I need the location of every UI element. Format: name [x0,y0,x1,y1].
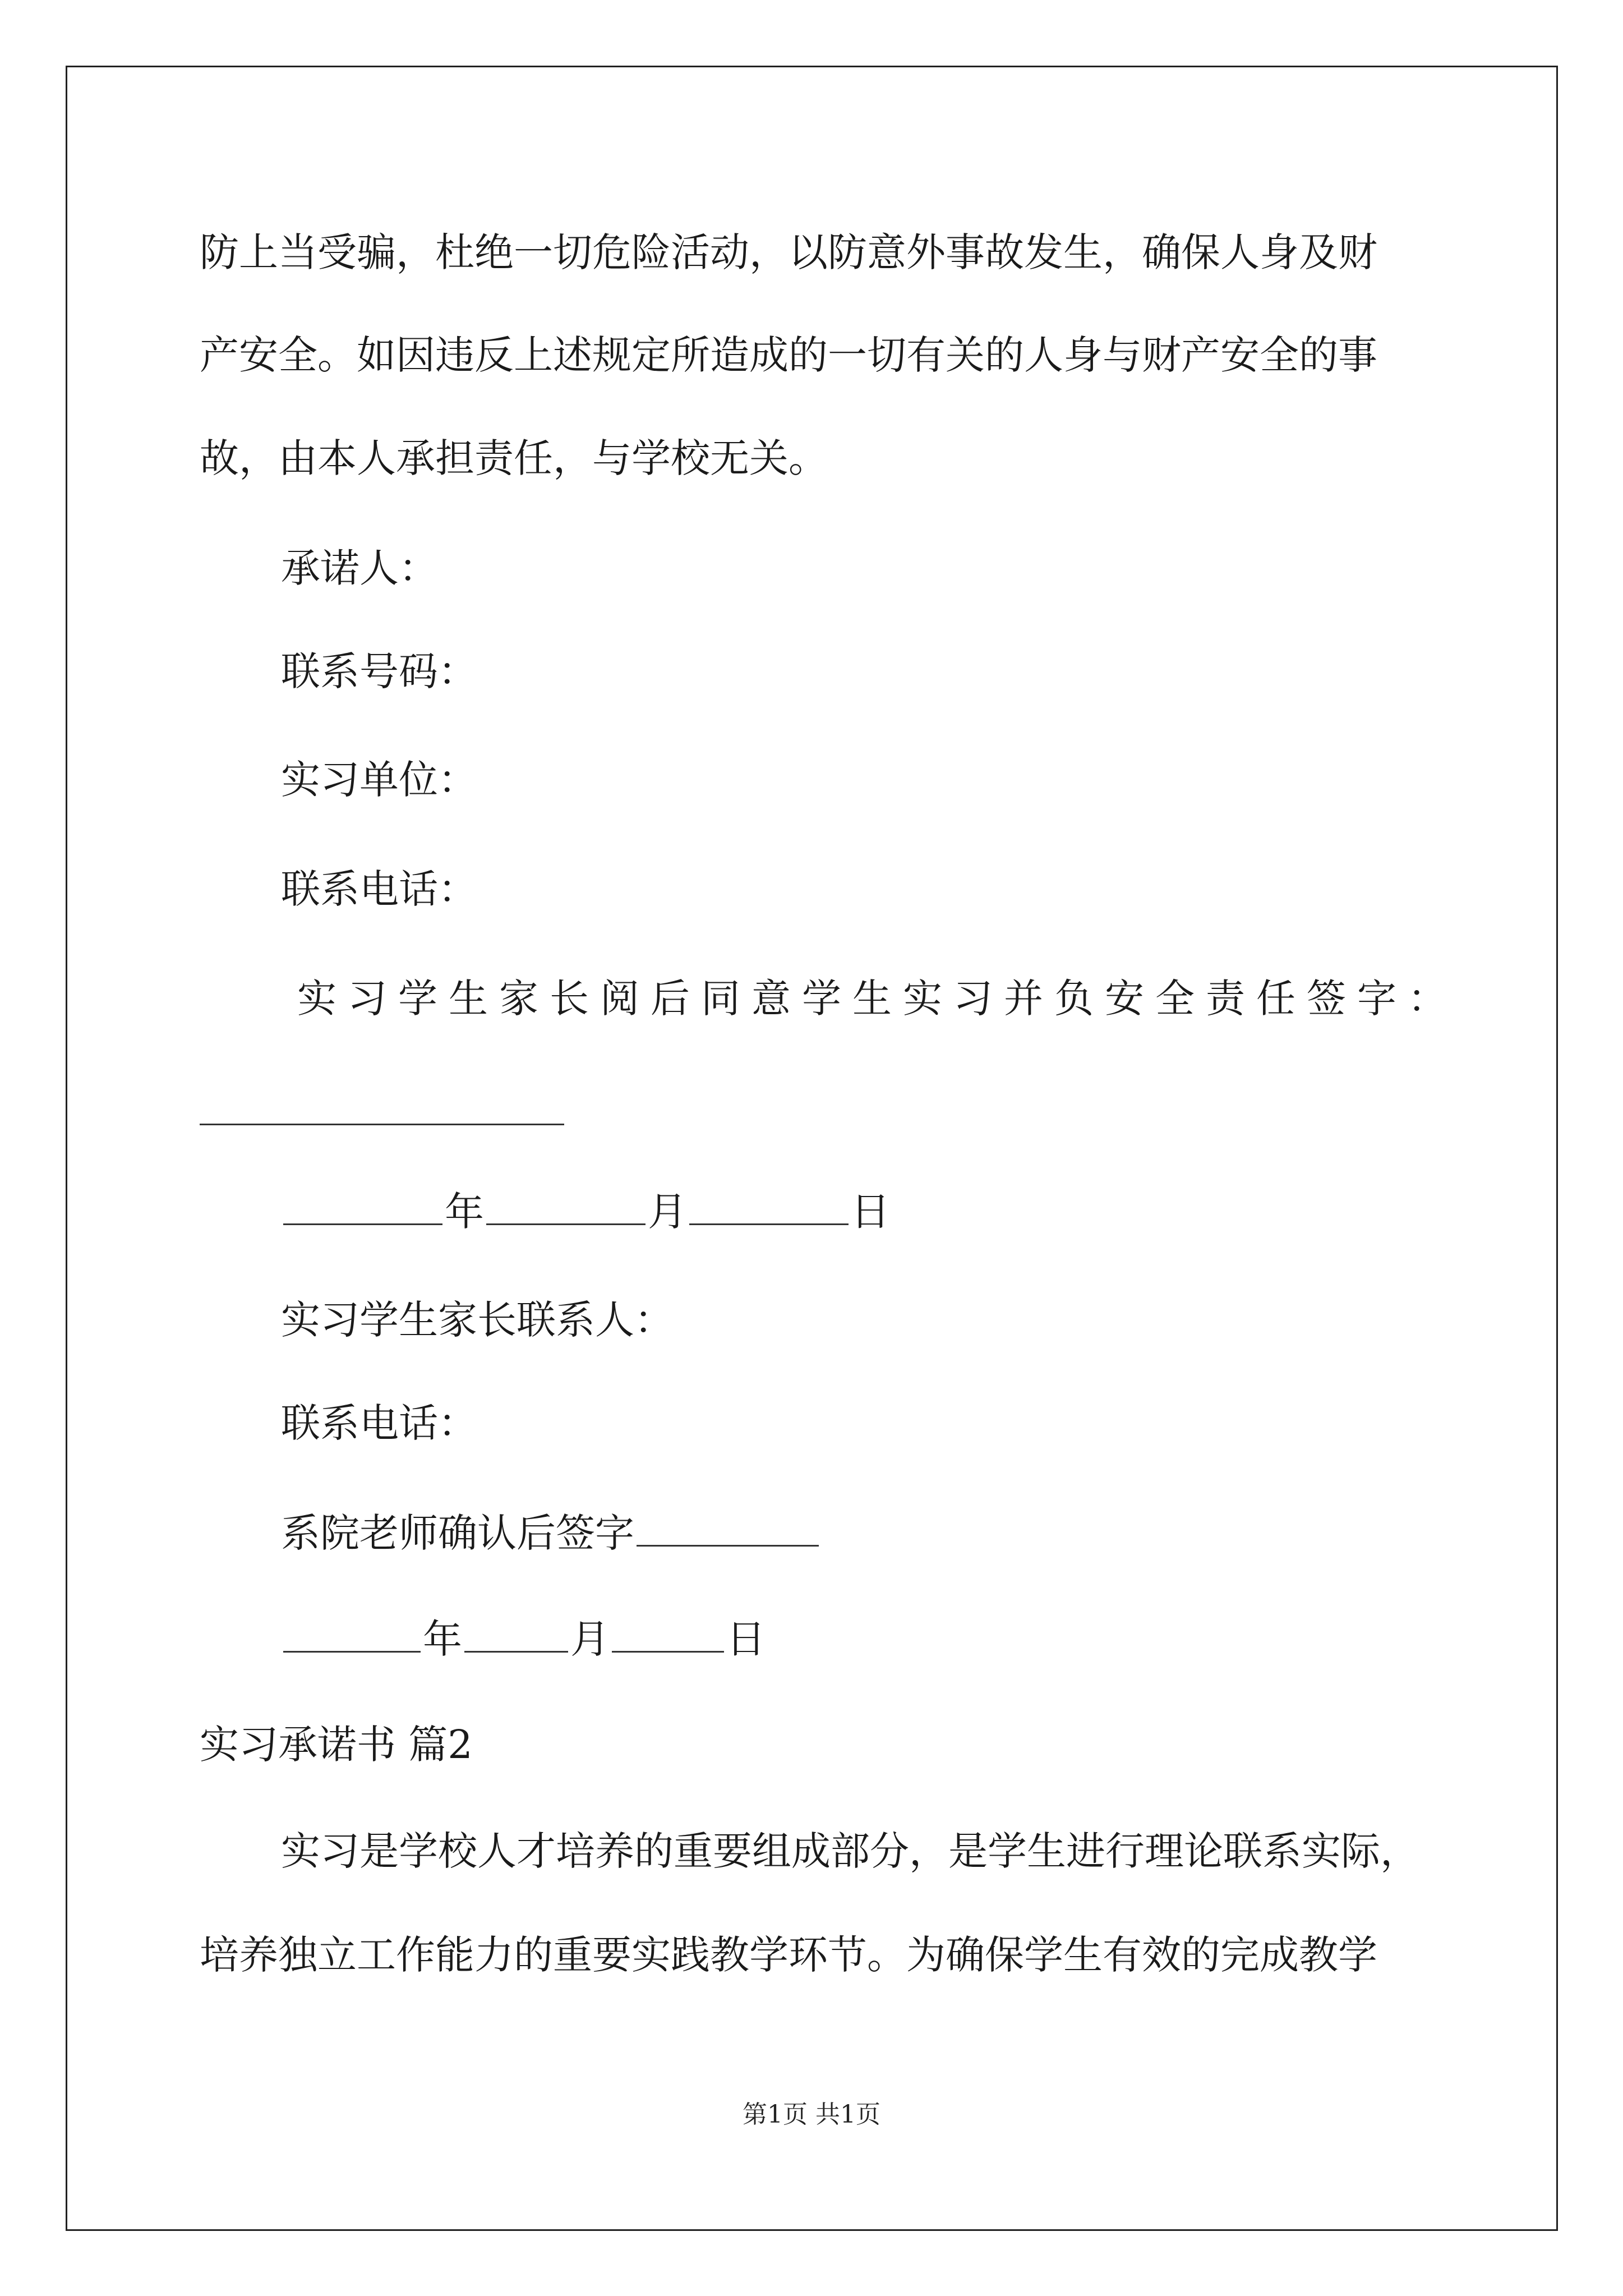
consent-char: 习 [348,976,398,1022]
consent-char: ： [1408,976,1458,1022]
consent-char: 同 [701,976,751,1022]
parent-contact-label: 实习学生家长联系人： [281,1297,674,1343]
internship-unit-label: 实习单位： [281,757,477,803]
consent-char: 负 [1054,976,1105,1022]
consent-char: 意 [751,976,802,1022]
paragraph-line: 故，由本人承担责任，与学校无关。 [200,435,828,481]
section-heading: 实习承诺书 篇2 [200,1722,473,1768]
consent-char: 签 [1307,976,1357,1022]
phone-number-label: 联系号码： [281,648,477,694]
day-blank [612,1616,724,1653]
consent-char: 安 [1105,976,1155,1022]
month-label: 月 [648,1189,687,1235]
signature-line [200,1124,564,1125]
consent-char: 并 [1004,976,1054,1022]
day-label: 日 [851,1189,890,1235]
month-blank [486,1189,645,1225]
teacher-confirm-line [281,1508,821,1558]
year-label: 年 [445,1189,484,1235]
day-blank [689,1189,849,1225]
paragraph-line: 培养独立工作能力的重要实践教学环节。为确保学生有效的完成教学 [200,1932,1377,1978]
parent-consent-text [297,973,1458,1024]
teacher-confirm-label: 系院老师确认后签字 [281,1510,634,1556]
month-blank [464,1616,568,1653]
consent-char: 生 [449,976,499,1022]
consent-char: 任 [1256,976,1307,1022]
year-blank [283,1616,421,1653]
year-label: 年 [423,1616,462,1662]
page-border [66,66,1558,2231]
consent-char: 阅 [600,976,651,1022]
contact-phone-label: 联系电话： [281,1400,477,1446]
consent-char: 全 [1155,976,1206,1022]
date-line [281,1186,890,1237]
consent-char: 责 [1206,976,1256,1022]
teacher-signature-blank [637,1510,819,1547]
consent-char: 实 [903,976,953,1022]
consent-char: 后 [651,976,701,1022]
consent-char: 字 [1357,976,1408,1022]
month-label: 月 [570,1616,610,1662]
consent-char: 家 [499,976,550,1022]
year-blank [283,1189,442,1225]
promisor-label: 承诺人： [281,545,438,591]
paragraph-line: 实习是学校人才培养的重要组成部分，是学生进行理论联系实际， [281,1828,1419,1874]
consent-char: 学 [802,976,852,1022]
consent-char: 实 [297,976,348,1022]
contact-phone-label: 联系电话： [281,866,477,912]
date-line [281,1614,766,1664]
consent-char: 长 [550,976,600,1022]
consent-char: 学 [398,976,449,1022]
paragraph-line: 防上当受骗，杜绝一切危险活动，以防意外事故发生，确保人身及财 [200,229,1377,275]
day-label: 日 [726,1616,766,1662]
paragraph-line: 产安全。如因违反上述规定所造成的一切有关的人身与财产安全的事 [200,332,1377,378]
consent-char: 生 [852,976,903,1022]
consent-char: 习 [953,976,1004,1022]
page-footer: 第1页 共1页 [743,2100,880,2129]
